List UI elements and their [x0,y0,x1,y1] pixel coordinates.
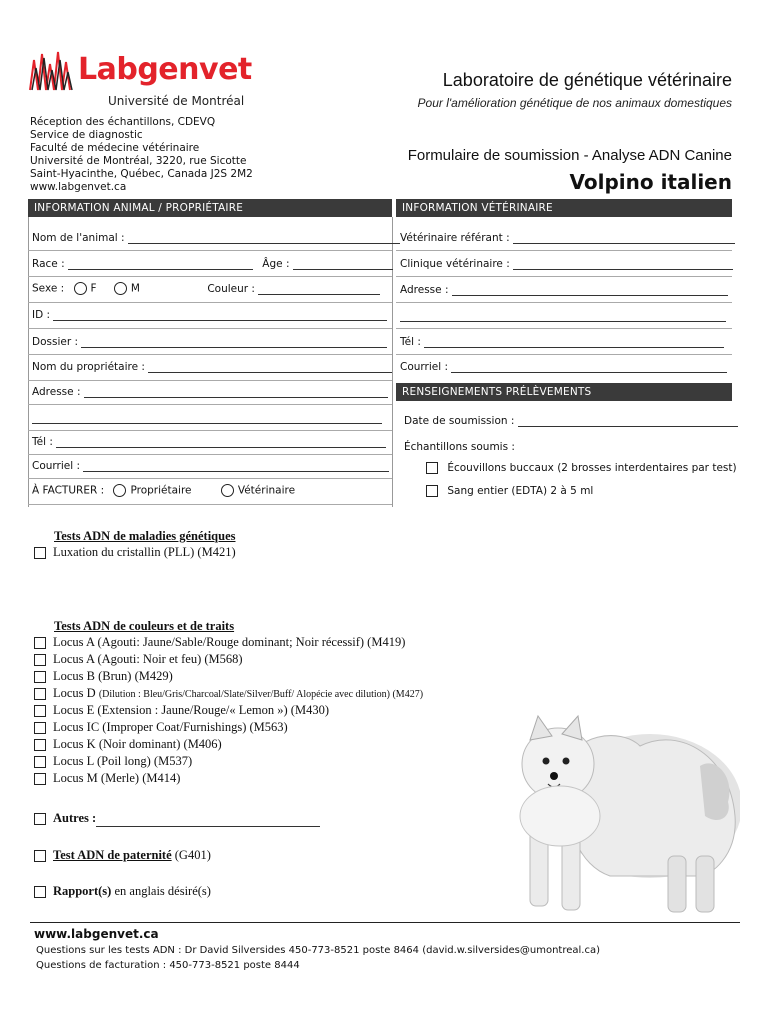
test-checkbox[interactable] [34,705,46,717]
dossier-row [32,336,387,356]
test-item [34,770,423,787]
swab-checkbox[interactable] [426,462,438,474]
animal-name-label: Nom de l'animal : [32,232,125,244]
report-row [34,883,211,900]
test-checkbox[interactable] [34,637,46,649]
owner-email-row [32,460,389,480]
vet-address-field[interactable] [452,286,728,296]
animal-name-row [32,232,400,252]
vet-clinic-label: Clinique vétérinaire : [400,258,510,270]
vet-tel-label: Tél : [400,336,421,348]
disease-tests-heading: Tests ADN de maladies génétiques [54,529,236,543]
vet-address-row [400,284,728,304]
test-item [34,736,423,753]
age-field[interactable] [293,260,393,270]
test-label: Locus K (Noir dominant) (M406) [53,737,222,751]
race-field[interactable] [68,260,253,270]
test-checkbox[interactable] [34,739,46,751]
billing-owner-radio[interactable] [113,484,126,497]
test-checkbox[interactable] [34,688,46,700]
breed-title: Volpino italien [569,170,732,194]
submission-date-field[interactable] [518,417,738,427]
left-border [28,217,29,507]
vet-address-label: Adresse : [400,284,449,296]
test-checkbox[interactable] [34,756,46,768]
locus-d-detail: (Dilution : Bleu/Gris/Charcoal/Slate/Silver/Buff/ Alopécie avec dilution) (M427) [98,689,424,700]
test-checkbox[interactable] [34,773,46,785]
sexe-f-label: F [90,282,97,295]
test-checkbox[interactable] [34,671,46,683]
billing-owner-label: Propriétaire [130,484,192,497]
disease-tests-section [34,529,236,561]
address-line: Réception des échantillons, CDEVQ [30,116,216,128]
blood-checkbox[interactable] [426,485,438,497]
submission-date-label: Date de soumission : [404,415,515,427]
paternity-row [34,847,211,864]
sexe-f-radio[interactable] [74,282,87,295]
vet-email-label: Courriel : [400,361,449,373]
footer-tests-contact: Questions sur les tests ADN : Dr David Silversides 450-773-8521 poste 8464 (david.w.silversides@umontreal.ca) [36,945,600,956]
address-line: www.labgenvet.ca [30,181,127,193]
vet-referant-label: Vétérinaire référant : [400,232,510,244]
vet-email-field[interactable] [451,363,727,373]
test-item [34,719,423,736]
section-samples-header: RENSEIGNEMENTS PRÉLÈVEMENTS [396,383,732,401]
footer-billing-contact: Questions de facturation : 450-773-8521 poste 8444 [36,960,300,971]
couleur-field[interactable] [258,285,380,295]
lab-title: Laboratoire de génétique vétérinaire [442,70,732,90]
test-item [34,651,423,668]
vet-tel-row [400,336,724,356]
sexe-label: Sexe : [32,282,65,295]
sexe-m-label: M [130,282,140,295]
owner-tel-row [32,436,386,456]
test-label: Locus IC (Improper Coat/Furnishings) (M563) [53,720,288,734]
footer-divider [30,922,740,923]
test-label: Locus D [53,686,96,700]
other-tests-row [34,810,320,827]
test-label: Locus L (Poil long) (M537) [53,754,193,768]
footer-website-link[interactable]: www.labgenvet.ca [34,927,159,941]
reception-address [30,116,253,194]
paternity-code: (G401) [174,848,211,862]
address-line: Saint-Hyacinthe, Québec, Canada J2S 2M2 [30,168,253,180]
owner-address2-field[interactable] [32,414,382,424]
vet-referant-row [400,232,735,252]
test-item [34,634,423,651]
vet-referant-field[interactable] [513,234,735,244]
test-label: Locus B (Brun) (M429) [53,669,173,683]
vet-address2-field[interactable] [400,312,726,322]
section-animal-header: INFORMATION ANIMAL / PROPRIÉTAIRE [28,199,392,217]
id-field[interactable] [53,311,387,321]
owner-address-field[interactable] [84,388,388,398]
test-label: Locus A (Agouti: Noir et feu) (M568) [53,652,243,666]
dossier-label: Dossier : [32,336,79,348]
owner-address-label: Adresse : [32,386,81,398]
logo-subtitle: Université de Montréal [108,94,245,108]
other-field[interactable] [96,817,320,827]
test-label: Locus M (Merle) (M414) [53,771,181,785]
sexe-row [32,282,380,302]
owner-email-field[interactable] [83,462,389,472]
test-checkbox[interactable] [34,547,46,559]
paternity-label: Test ADN de paternité [53,848,172,862]
animal-name-field[interactable] [128,234,400,244]
owner-email-label: Courriel : [32,460,81,472]
test-item [34,753,423,770]
test-item [34,544,236,561]
vet-clinic-field[interactable] [513,260,733,270]
race-row [32,258,393,278]
owner-name-label: Nom du propriétaire : [32,361,145,373]
volpino-dog-image [500,706,740,926]
test-checkbox[interactable] [34,722,46,734]
lab-subtitle: Pour l'amélioration génétique de nos animaux domestiques [417,96,732,110]
test-checkbox[interactable] [34,654,46,666]
swab-label: Écouvillons buccaux (2 brosses interdentaires par test) [447,462,737,474]
age-label: Âge : [262,258,290,270]
dna-peaks-icon [28,50,78,94]
address-line: Service de diagnostic [30,129,143,141]
section-vet-header: INFORMATION VÉTÉRINAIRE [396,199,732,217]
report-label: Rapport(s) [53,884,112,898]
swab-row [426,462,737,482]
paternity-checkbox[interactable] [34,850,46,862]
test-item [34,668,423,685]
dossier-field[interactable] [81,338,387,348]
blood-row [426,485,593,505]
vet-address2-row [400,310,726,330]
owner-address2-row [32,412,382,432]
report-checkbox[interactable] [34,886,46,898]
billing-label: À FACTURER : [32,484,105,497]
other-checkbox[interactable] [34,813,46,825]
logo-text: Labgenvet [78,52,252,87]
vet-clinic-row [400,258,733,278]
owner-tel-field[interactable] [56,438,386,448]
owner-name-field[interactable] [148,363,392,373]
vet-email-row [400,361,727,381]
id-row [32,309,387,329]
samples-label-row [404,441,515,461]
owner-name-row [32,361,392,381]
test-label: Locus E (Extension : Jaune/Rouge/« Lemon ») (M430) [53,703,329,717]
billing-row [32,484,295,504]
vet-tel-field[interactable] [424,338,724,348]
test-label: Locus A (Agouti: Jaune/Sable/Rouge dominant; Noir récessif) (M419) [53,635,406,649]
billing-vet-label: Vétérinaire [237,484,296,497]
blood-label: Sang entier (EDTA) 2 à 5 ml [447,485,594,497]
report-detail: en anglais désiré(s) [114,884,211,898]
billing-vet-radio[interactable] [221,484,234,497]
test-item [34,702,423,719]
race-label: Race : [32,258,65,270]
color-tests-heading: Tests ADN de couleurs et de traits [54,619,235,633]
address-line: Université de Montréal, 3220, rue Sicotte [30,155,247,167]
owner-tel-label: Tél : [32,436,53,448]
sexe-m-radio[interactable] [114,282,127,295]
test-label: Luxation du cristallin (PLL) (M421) [53,545,236,559]
labgenvet-logo [28,46,252,110]
form-title: Formulaire de soumission - Analyse ADN Canine [407,147,732,164]
other-label: Autres : [53,811,97,825]
couleur-label: Couleur : [207,282,255,295]
id-label: ID : [32,309,51,321]
address-line: Faculté de médecine vétérinaire [30,142,200,154]
test-item [34,685,423,702]
submission-date-row [404,415,738,435]
owner-address-row [32,386,388,406]
samples-label: Échantillons soumis : [404,441,515,453]
color-tests-section [34,619,423,787]
